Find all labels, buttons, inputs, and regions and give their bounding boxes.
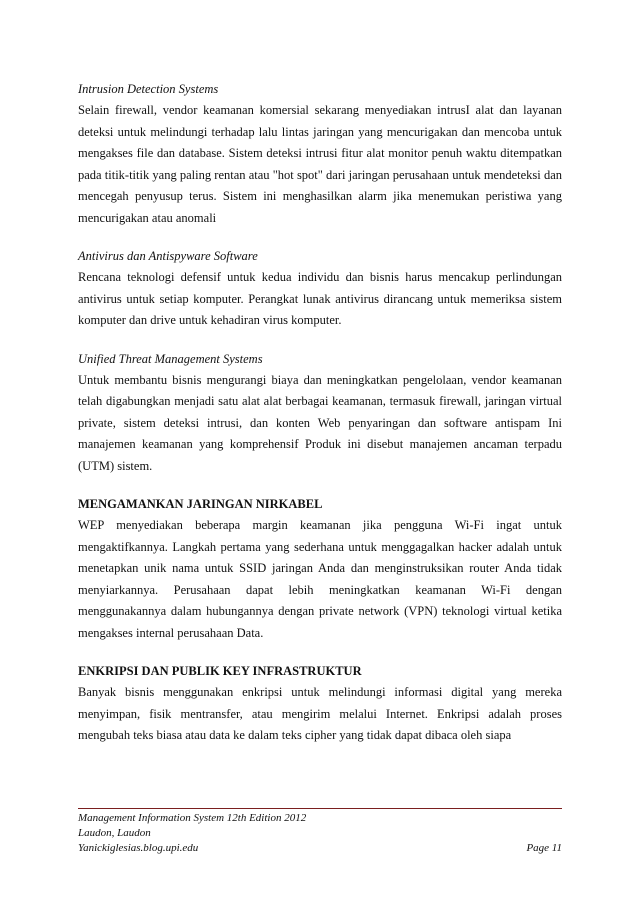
section-encryption (78, 660, 562, 747)
footer-row (78, 841, 562, 856)
section-heading: Intrusion Detection Systems (78, 82, 219, 96)
section-heading: Antivirus dan Antispyware Software (78, 249, 258, 263)
section-body: Selain firewall, vendor keamanan komersial sekarang menyediakan intrusI alat dan layanan deteksi untuk melindungi terhadap lalu lintas jaringan yang mencurigakan dan mencoba untuk mengakses file dan database. Sistem deteksi intrusi fitur alat monitor penuh waktu ditempatkan pada titik-titik yang paling rentan atau "hot spot" dari jaringan perusahaan untuk mendeteksi dan mencegah penyusup terus. Sistem ini menghasilkan alarm jika menemukan peristiwa yang mencurigakan atau anomali (78, 103, 562, 225)
footer-book-title: Management Information System 12th Edition 2012 (78, 812, 307, 824)
section-heading: ENKRIPSI DAN PUBLIK KEY INFRASTRUKTUR (78, 664, 362, 678)
section-heading: MENGAMANKAN JARINGAN NIRKABEL (78, 497, 323, 511)
section-body: Rencana teknologi defensif untuk kedua individu dan bisnis harus mencakup perlindungan antivirus untuk setiap komputer. Perangkat lunak antivirus dirancang untuk memeriksa sistem komputer dan drive untuk kehadiran virus komputer. (78, 270, 562, 327)
footer-source: Yanickiglesias.blog.upi.edu (78, 842, 199, 854)
page-content (78, 78, 562, 763)
section-body: WEP menyediakan beberapa margin keamanan jika pengguna Wi-Fi ingat untuk mengaktifkannya. Langkah pertama yang sederhana untuk menggagalkan hacker adalah untuk menetapkan unik nama untuk SSID jaringan Anda dan menginstruksikan router Anda tidak menyiarkannya. Perusahaan dapat lebih meningkatkan keamanan Wi-Fi dengan menggunakannya dalam hubungannya dengan private network (VPN) teknologi virtual ketika mengakses internal perusahaan Data. (78, 518, 562, 640)
page-number: Page 11 (526, 842, 562, 854)
section-wireless (78, 493, 562, 644)
footer-authors: Laudon, Laudon (78, 827, 151, 839)
section-body: Banyak bisnis menggunakan enkripsi untuk melindungi informasi digital yang mereka menyimpan, fisik mentransfer, atau mengirim melalui Internet. Enkripsi adalah proses mengubah teks biasa atau data ke dalam teks cipher yang tidak dapat dibaca oleh siapa (78, 685, 562, 742)
section-body: Untuk membantu bisnis mengurangi biaya dan meningkatkan pengelolaan, vendor keamanan telah digabungkan menjadi satu alat alat berbagai keamanan, termasuk firewall, jaringan virtual private, sistem deteksi intrusi, dan konten Web penyaringan dan software antispam Ini manajemen keamanan yang komprehensif Produk ini disebut manajemen ancaman terpadu (UTM) sistem. (78, 372, 562, 473)
section-antivirus (78, 245, 562, 332)
section-heading: Unified Threat Management Systems (78, 351, 263, 366)
section-utm (78, 348, 562, 478)
section-intrusion-detection (78, 78, 562, 229)
page-footer (78, 808, 562, 856)
